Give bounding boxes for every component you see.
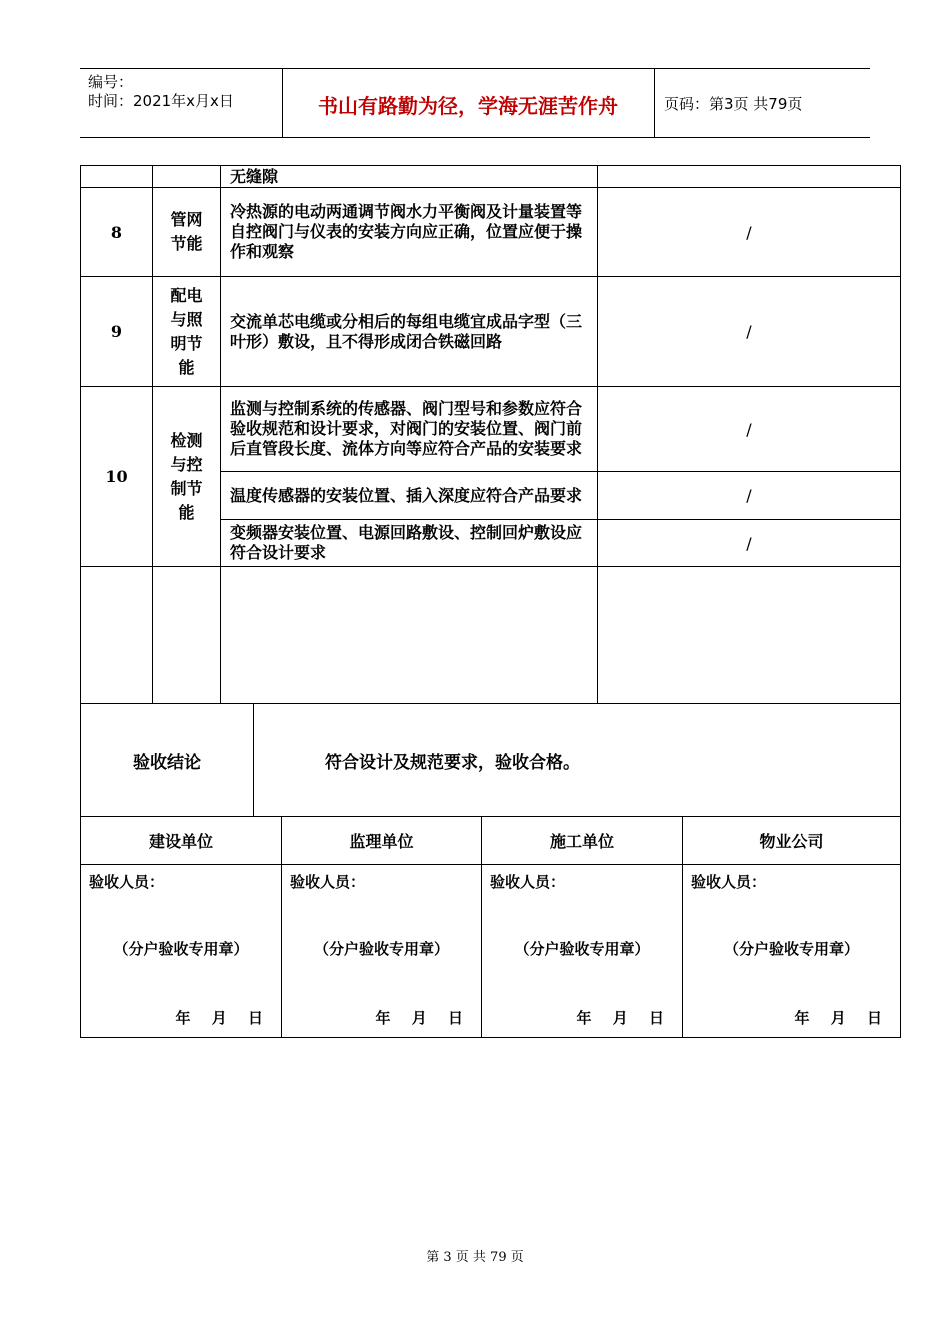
personnel-label: 验收人员： [89, 873, 165, 891]
seal-label: （分户验收专用章） [723, 940, 859, 958]
requirement-cell: 监测与控制系统的传感器、阀门型号和参数应符合验收规范和设计要求，对阀门的安装位置、阀门前后直管段长度、流体方向等应符合产品的安装要求 [221, 387, 598, 472]
unit-name: 物业公司 [683, 817, 901, 865]
conclusion-label: 验收结论 [81, 704, 254, 817]
result-cell: / [598, 520, 901, 567]
conclusion-text: 符合设计及规范要求，验收合格。 [254, 704, 901, 817]
category-cell: 管网 节能 [153, 188, 221, 277]
page-header [80, 68, 870, 138]
requirement-cell: 交流单芯电缆或分相后的每组电缆宜成品字型（三叶形）敷设，且不得形成闭合铁磁回路 [221, 277, 598, 387]
signature-cell [683, 865, 901, 1038]
requirement-cell: 温度传感器的安装位置、插入深度应符合产品要求 [221, 472, 598, 520]
result-cell: / [598, 277, 901, 387]
seal-label: （分户验收专用章） [514, 940, 650, 958]
signature-cell [81, 865, 282, 1038]
result-cell: / [598, 188, 901, 277]
table-row [81, 166, 901, 188]
header-divider [654, 69, 655, 137]
signature-table [80, 816, 901, 1038]
signature-row [81, 865, 901, 1038]
motto-text: 书山有路勤为径，学海无涯苦作舟 [318, 94, 618, 118]
conclusion-table [80, 703, 901, 817]
unit-name: 施工单位 [482, 817, 683, 865]
date-field: 年 月 日 [175, 1009, 263, 1027]
serial-label: 编号： [88, 73, 134, 91]
personnel-label: 验收人员： [490, 873, 566, 891]
seal-label: （分户验收专用章） [313, 940, 449, 958]
row-number: 10 [81, 387, 153, 567]
page-info: 页码：第3页 共79页 [664, 95, 803, 113]
personnel-label: 验收人员： [691, 873, 767, 891]
unit-name: 监理单位 [282, 817, 482, 865]
date-field: 年 月 日 [794, 1009, 882, 1027]
table-row [81, 188, 901, 277]
requirement-cell: 无缝隙 [221, 166, 598, 188]
header-meta [88, 73, 234, 111]
table-row [81, 567, 901, 704]
category-cell: 检测 与控 制节 能 [153, 387, 221, 567]
signature-cell [282, 865, 482, 1038]
personnel-label: 验收人员： [290, 873, 366, 891]
requirement-cell: 冷热源的电动两通调节阀水力平衡阀及计量装置等自控阀门与仪表的安装方向应正确，位置应便于操作和观察 [221, 188, 598, 277]
seal-label: （分户验收专用章） [113, 940, 249, 958]
page-footer: 第 3 页 共 79 页 [426, 1250, 524, 1265]
date-label: 时间：2021年x月x日 [88, 92, 234, 110]
signature-cell [482, 865, 683, 1038]
table-row [81, 387, 901, 472]
table-row [81, 277, 901, 387]
row-number: 8 [81, 188, 153, 277]
result-cell: / [598, 472, 901, 520]
requirement-cell: 变频器安装位置、电源回路敷设、控制回炉敷设应符合设计要求 [221, 520, 598, 567]
inspection-table [80, 165, 901, 704]
category-cell: 配电 与照 明节 能 [153, 277, 221, 387]
result-cell: / [598, 387, 901, 472]
units-row [81, 817, 901, 865]
row-number: 9 [81, 277, 153, 387]
date-field: 年 月 日 [375, 1009, 463, 1027]
unit-name: 建设单位 [81, 817, 282, 865]
date-field: 年 月 日 [576, 1009, 664, 1027]
